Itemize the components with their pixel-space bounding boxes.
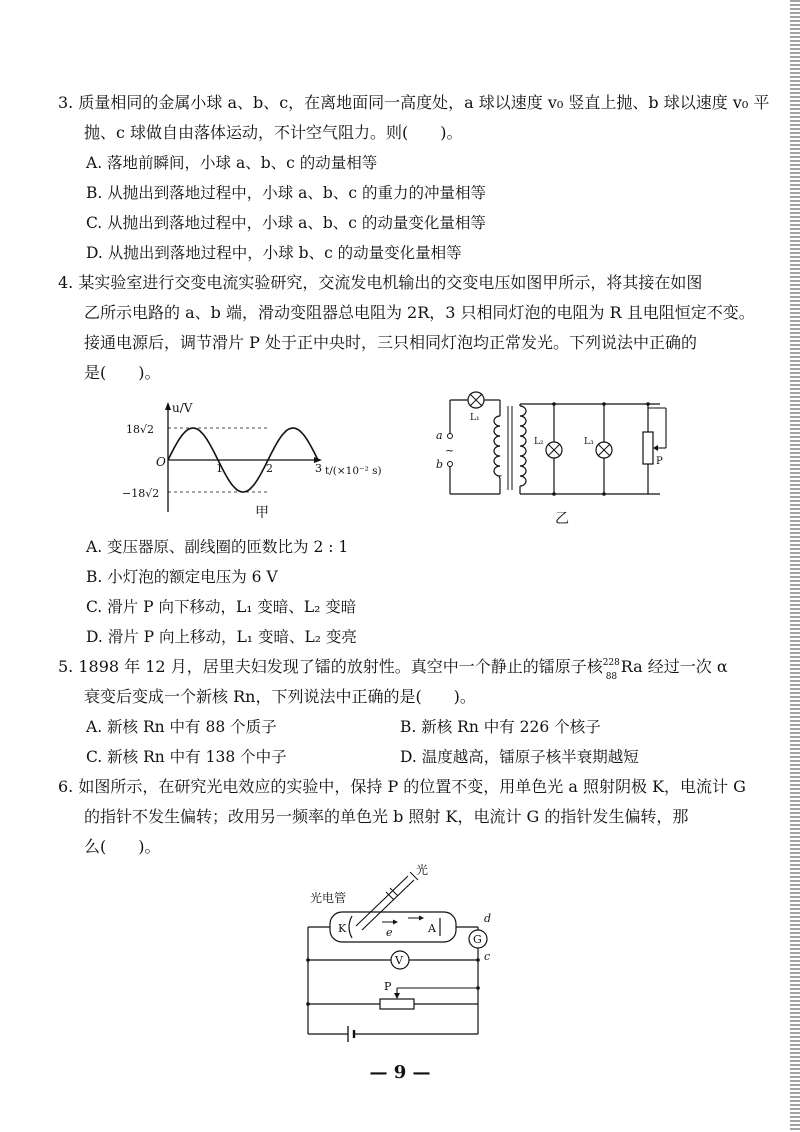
q3-option-d: D. 从抛出到落地过程中，小球 b、c 的动量变化量相等 xyxy=(86,244,462,262)
terminal-b-icon xyxy=(448,462,453,467)
q6-stem-line-1: 6. 如图所示，在研究光电效应的实验中，保持 P 的位置不变，用单色光 a 照射阴极 K，电流计 G xyxy=(58,777,746,796)
q4-figure-yi xyxy=(428,386,698,511)
q5-option-a: A. 新核 Rn 中有 88 个质子 xyxy=(86,718,277,736)
q5-stem-line-1 xyxy=(58,656,728,682)
yi-label-l1: L₁ xyxy=(470,413,480,423)
q5-mass-number: 228 xyxy=(602,658,620,668)
slider-arrow-icon xyxy=(394,993,400,999)
scan-edge xyxy=(790,0,800,1132)
q5-option-d: D. 温度越高，镭原子核半衰期越短 xyxy=(400,748,639,766)
q4-option-c: C. 滑片 P 向下移动，L₁ 变暗、L₂ 变暗 xyxy=(86,598,357,616)
jia-tick-3: 3 xyxy=(315,462,322,475)
fig6-label-e: e xyxy=(386,926,393,939)
q5-atomic-number: 88 xyxy=(605,672,618,682)
light-ray-1 xyxy=(356,876,408,926)
page-number: — 9 — xyxy=(369,1062,431,1083)
q3-stem-line-1: 3. 质量相同的金属小球 a、b、c，在离地面同一高度处，a 球以速度 v₀ 竖直上抛、b 球以速度 v₀ 平 xyxy=(58,93,770,112)
q5-symbol: Ra xyxy=(620,657,643,676)
jia-tick-1: 1 xyxy=(216,462,223,475)
q3-option-b: B. 从抛出到落地过程中，小球 a、b、c 的重力的冲量相等 xyxy=(86,184,486,202)
cathode-k-icon xyxy=(349,916,352,938)
q4-caption-yi: 乙 xyxy=(555,511,569,527)
q4-stem-line-3: 接通电源后，调节滑片 P 处于正中央时，三只相同灯泡均正常发光。下列说法中正确的 xyxy=(84,333,697,352)
q5-stem-post: 经过一次 α xyxy=(647,657,728,676)
fig6-label-p: P xyxy=(384,980,392,993)
q5-option-c: C. 新核 Rn 中有 138 个中子 xyxy=(86,748,287,766)
jia-y-arrow xyxy=(165,402,171,410)
q6-stem-line-3: 么( )。 xyxy=(84,837,161,856)
q4-stem-line-4: 是( )。 xyxy=(84,363,161,382)
yi-label-l3: L₃ xyxy=(584,437,594,447)
yi-label-p: P xyxy=(656,456,663,467)
yi-tilde: ~ xyxy=(445,444,455,457)
q5-nuclide-indices xyxy=(602,656,621,682)
q5-stem-line-2: 衰变后变成一个新核 Rn，下列说法中正确的是( )。 xyxy=(84,687,476,706)
terminal-a-icon xyxy=(448,434,453,439)
q4-caption-jia: 甲 xyxy=(255,505,269,521)
fig6-label-v: V xyxy=(395,954,403,967)
q5-option-b: B. 新核 Rn 中有 226 个核子 xyxy=(400,718,601,736)
fig6-label-d: d xyxy=(484,912,492,925)
q4-stem-line-2: 乙所示电路的 a、b 端，滑动变阻器总电阻为 2R，3 只相同灯泡的电阻为 R 且电阻恒定不变。 xyxy=(84,303,755,322)
q4-option-a: A. 变压器原、副线圈的匝数比为 2 : 1 xyxy=(86,538,349,556)
rheostat-p-icon xyxy=(380,999,414,1009)
q3-option-c: C. 从抛出到落地过程中，小球 a、b、c 的动量变化量相等 xyxy=(86,214,486,232)
q6-stem-line-2: 的指针不发生偏转；改用另一频率的单色光 b 照射 K，电流计 G 的指针发生偏转，那 xyxy=(84,807,689,826)
fig6-label-a: A xyxy=(428,922,436,935)
fig6-label-c: c xyxy=(484,950,491,963)
yi-label-l2: L₂ xyxy=(534,437,544,447)
jia-ymax-label: 18√2 xyxy=(126,423,155,436)
jia-ylabel: u/V xyxy=(172,401,193,415)
q4-option-d: D. 滑片 P 向上移动，L₁ 变暗、L₂ 变亮 xyxy=(86,628,357,646)
rheostat-icon xyxy=(643,432,653,464)
q3-option-a: A. 落地前瞬间，小球 a、b、c 的动量相等 xyxy=(86,154,378,172)
fig6-label-g: G xyxy=(473,933,482,946)
q3-stem-line-2: 抛、c 球做自由落体运动，不计空气阻力。则( )。 xyxy=(84,123,463,142)
jia-tick-2: 2 xyxy=(266,462,273,475)
q4-stem-line-1: 4. 某实验室进行交变电流实验研究，交流发电机输出的交变电压如图甲所示，将其接在如图 xyxy=(58,273,703,292)
q4-option-b: B. 小灯泡的额定电压为 6 V xyxy=(86,568,278,586)
jia-origin: O xyxy=(156,455,166,469)
yi-label-a: a xyxy=(436,429,443,442)
fig6-label-tube: 光电管 xyxy=(310,891,347,905)
jia-ymin-label: −18√2 xyxy=(122,487,160,500)
yi-label-b: b xyxy=(436,458,444,471)
secondary-coil-icon xyxy=(520,406,526,486)
q6-figure-circuit xyxy=(290,862,520,1047)
fig6-label-light: 光 xyxy=(416,863,429,877)
primary-coil-icon xyxy=(494,416,500,478)
fig6-label-k: K xyxy=(338,922,347,935)
jia-xlabel: t/(×10⁻² s) xyxy=(325,465,382,477)
q5-stem-pre: 5. 1898 年 12 月，居里夫妇发现了镭的放射性。真空中一个静止的镭原子核 xyxy=(58,657,603,676)
